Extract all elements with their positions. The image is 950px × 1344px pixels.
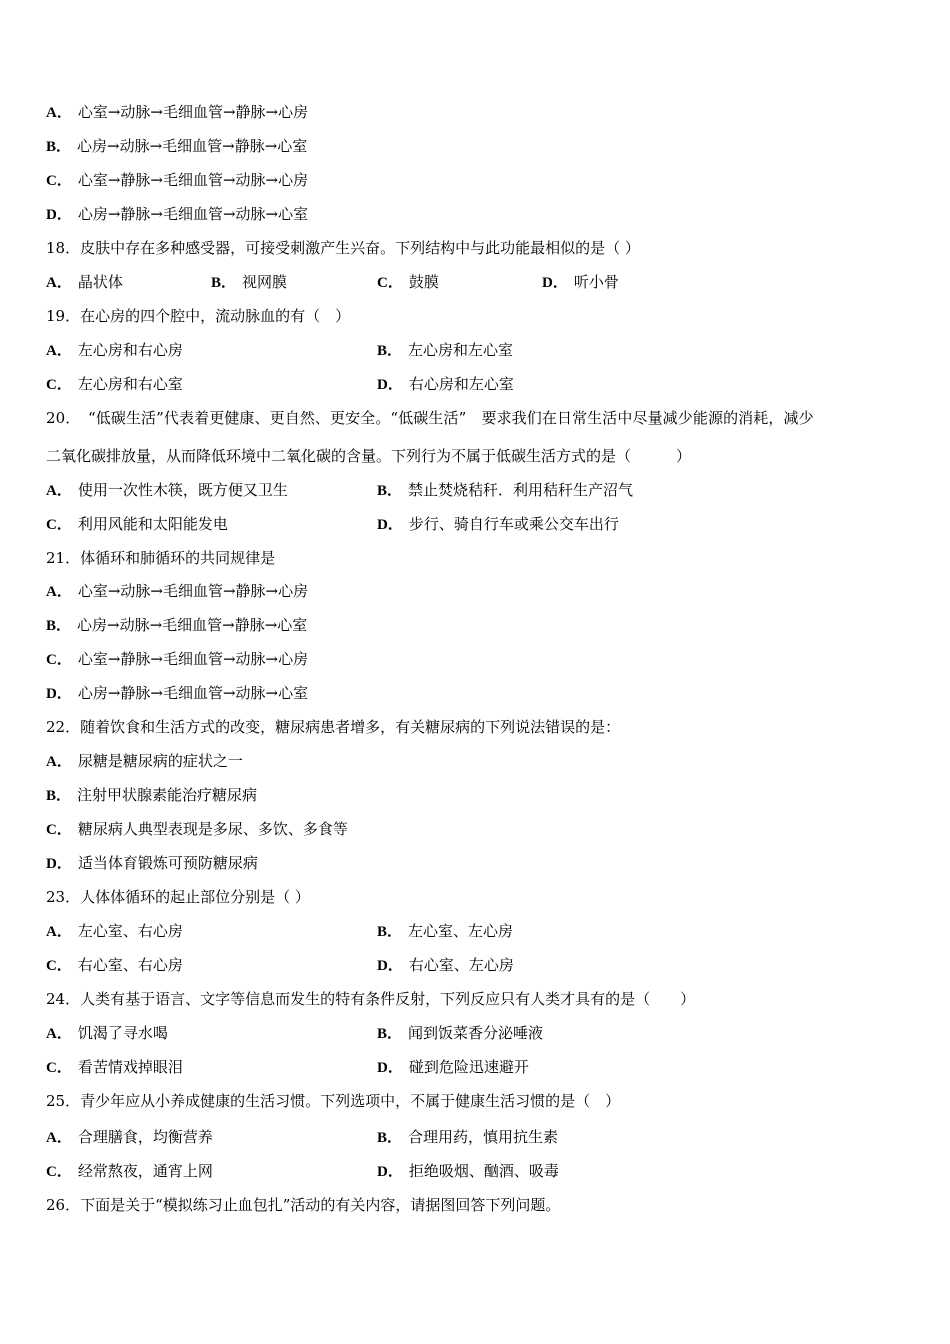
option-c: C． 经常熬夜，通宵上网	[46, 1162, 213, 1180]
option-d: D． 心房→静脉→毛细血管→动脉→心室	[46, 205, 309, 223]
option-b: B． 心房→动脉→毛细血管→静脉→心室	[46, 137, 308, 155]
option-b: B． 左心室、左心房	[377, 922, 514, 940]
question-20-stem-line1: 20． “低碳生活”代表着更健康、更自然、更安全。“低碳生活” 要求我们在日常生活中尽量减少能源的消耗，减少	[46, 409, 814, 427]
question-23-stem: 23．人体体循环的起止部位分别是（ ）	[46, 888, 310, 906]
option-a: A． 使用一次性木筷，既方便又卫生	[46, 481, 288, 499]
option-a: A． 心室→动脉→毛细血管→静脉→心房	[46, 103, 309, 121]
option-b: B． 心房→动脉→毛细血管→静脉→心室	[46, 616, 308, 634]
option-b: B． 禁止焚烧秸秆．利用秸秆生产沼气	[377, 481, 634, 499]
question-26-stem: 26．下面是关于“模拟练习止血包扎”活动的有关内容，请据图回答下列问题。	[46, 1196, 561, 1214]
option-c: C． 左心房和右心室	[46, 375, 183, 393]
option-c: C． 鼓膜	[377, 273, 439, 291]
option-c: C． 心室→静脉→毛细血管→动脉→心房	[46, 650, 309, 668]
option-d: D． 适当体育锻炼可预防糖尿病	[46, 854, 258, 872]
option-d: D． 右心室、左心房	[377, 956, 514, 974]
option-a: A． 饥渴了寻水喝	[46, 1024, 168, 1042]
option-d: D． 听小骨	[542, 273, 619, 291]
question-19-stem: 19．在心房的四个腔中，流动脉血的有（ ）	[46, 307, 351, 325]
option-a: A． 心室→动脉→毛细血管→静脉→心房	[46, 582, 309, 600]
option-b: B． 注射甲状腺素能治疗糖尿病	[46, 786, 258, 804]
option-a: A． 合理膳食，均衡营养	[46, 1128, 213, 1146]
option-b: B． 左心房和左心室	[377, 341, 514, 359]
option-d: D． 右心房和左心室	[377, 375, 514, 393]
option-c: C． 糖尿病人典型表现是多尿、多饮、多食等	[46, 820, 348, 838]
option-b: B． 合理用药，慎用抗生素	[377, 1128, 559, 1146]
question-20-stem-line2: 二氧化碳排放量，从而降低环境中二氧化碳的含量。下列行为不属于低碳生活方式的是（ ）	[46, 447, 692, 465]
option-d: D． 步行、骑自行车或乘公交车出行	[377, 515, 619, 533]
option-a: A． 尿糖是糖尿病的症状之一	[46, 752, 243, 770]
option-c: C． 心室→静脉→毛细血管→动脉→心房	[46, 171, 309, 189]
question-24-stem: 24．人类有基于语言、文字等信息而发生的特有条件反射，下列反应只有人类才具有的是（ ）	[46, 990, 696, 1008]
question-18-stem: 18．皮肤中存在多种感受器，可接受刺激产生兴奋。下列结构中与此功能最相似的是（ ）	[46, 239, 640, 257]
option-c: C． 利用风能和太阳能发电	[46, 515, 228, 533]
option-b: B． 视网膜	[211, 273, 288, 291]
option-c: C． 右心室、右心房	[46, 956, 183, 974]
option-a: A． 晶状体	[46, 273, 123, 291]
option-d: D． 心房→静脉→毛细血管→动脉→心室	[46, 684, 309, 702]
question-25-stem: 25．青少年应从小养成健康的生活习惯。下列选项中，不属于健康生活习惯的是（ ）	[46, 1092, 621, 1110]
question-22-stem: 22．随着饮食和生活方式的改变，糖尿病患者增多，有关糖尿病的下列说法错误的是：	[46, 718, 621, 736]
option-d: D． 拒绝吸烟、酗酒、吸毒	[377, 1162, 559, 1180]
option-a: A． 左心房和右心房	[46, 341, 183, 359]
option-d: D． 碰到危险迅速避开	[377, 1058, 529, 1076]
question-21-stem: 21．体循环和肺循环的共同规律是	[46, 549, 276, 567]
option-b: B． 闻到饭菜香分泌唾液	[377, 1024, 544, 1042]
option-c: C． 看苦情戏掉眼泪	[46, 1058, 183, 1076]
option-a: A． 左心室、右心房	[46, 922, 183, 940]
